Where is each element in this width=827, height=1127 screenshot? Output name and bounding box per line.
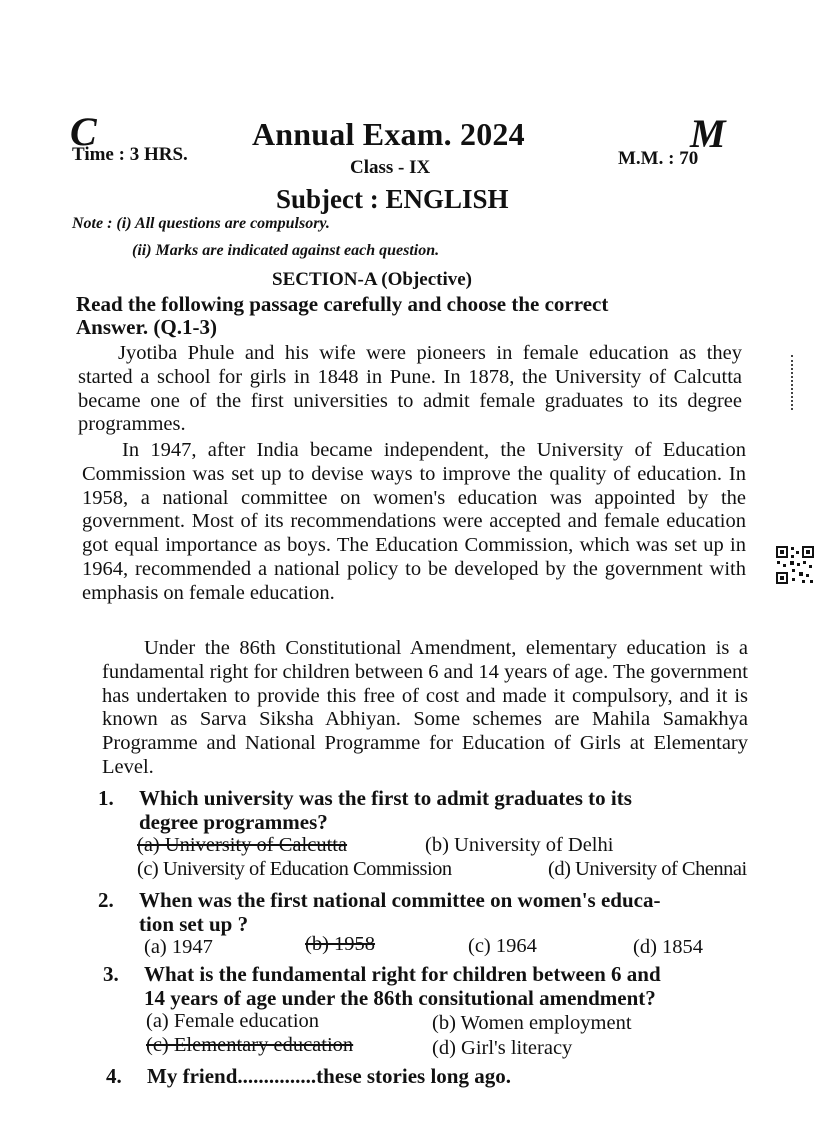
option-b: (b) Women employment	[432, 1012, 632, 1034]
question-number: 3.	[103, 962, 119, 986]
option-d: (d) 1854	[633, 936, 704, 958]
option-b: (b) 1958	[305, 933, 376, 955]
option-c: (c) 1964	[468, 935, 537, 957]
max-marks: M.M. : 70	[618, 148, 699, 169]
instruction-line-2: Answer. (Q.1-3)	[76, 315, 217, 339]
option-c: (c) Elementary education	[146, 1034, 354, 1056]
option-b: (b) University of Delhi	[425, 834, 614, 856]
class-label: Class - IX	[350, 157, 431, 178]
question-number: 1.	[98, 786, 114, 810]
section-title: SECTION-A (Objective)	[272, 269, 473, 290]
question-number: 4.	[106, 1064, 122, 1088]
instruction-line-1: Read the following passage carefully and choose the correct	[76, 292, 609, 316]
option-d: (d) Girl's literacy	[432, 1037, 573, 1059]
question-text-cont: 14 years of age under the 86th consitutional amendment?	[144, 986, 656, 1010]
exam-title: Annual Exam. 2024	[252, 116, 525, 152]
option-a: (a) University of Calcutta	[137, 834, 348, 856]
passage-paragraph-1: Jyotiba Phule and his wife were pioneers in female education as they started a school for girls in 1848 in Pune. In 1878, the University of Calcutta became one of the first universities to admit female graduates to its degree programmes.	[78, 342, 742, 436]
question-text: Which university was the first to admit graduates to its	[139, 786, 632, 810]
option-a: (a) 1947	[144, 936, 213, 958]
margin-dotted-line	[791, 355, 793, 410]
question-text-cont: degree programmes?	[139, 810, 328, 834]
passage-paragraph-2: In 1947, after India became independent, the University of Education Commission was set up to devise ways to improve the quality of education. In 1958, a national committee on women's education was appointed by the government. Most of its recommendations were accepted and female education got equal importance as boys. The Education Commission, which was set up in 1964, recommended a national policy to be developed by the government with emphasis on female education.	[82, 439, 746, 604]
note-line-2: (ii) Marks are indicated against each question.	[132, 242, 440, 259]
qr-code-icon	[775, 545, 815, 585]
series-code-right: M	[690, 111, 726, 156]
option-d: (d) University of Chennai	[548, 858, 747, 880]
passage-paragraph-3: Under the 86th Constitutional Amendment, elementary education is a fundamental right for children between 6 and 14 years of age. The government has undertaken to provide this free of cost and made it compulsory, and it is known as Sarva Siksha Abhiyan. Some schemes are Mahila Samakhya Programme and National Programme for Education of Girls at Elementary Level.	[102, 637, 748, 778]
question-text: What is the fundamental right for children between 6 and	[144, 962, 661, 986]
option-c: (c) University of Education Commission	[137, 858, 452, 880]
subject-title: Subject : ENGLISH	[276, 184, 509, 214]
question-text: When was the first national committee on women's educa-	[139, 888, 661, 912]
exam-duration: Time : 3 HRS.	[72, 144, 188, 165]
question-number: 2.	[98, 888, 114, 912]
question-text-cont: tion set up ?	[139, 912, 249, 936]
series-code-left: C	[70, 109, 97, 154]
option-a: (a) Female education	[146, 1010, 320, 1032]
note-line-1: Note : (i) All questions are compulsory.	[72, 215, 330, 232]
question-text: My friend...............these stories long ago.	[147, 1064, 511, 1088]
